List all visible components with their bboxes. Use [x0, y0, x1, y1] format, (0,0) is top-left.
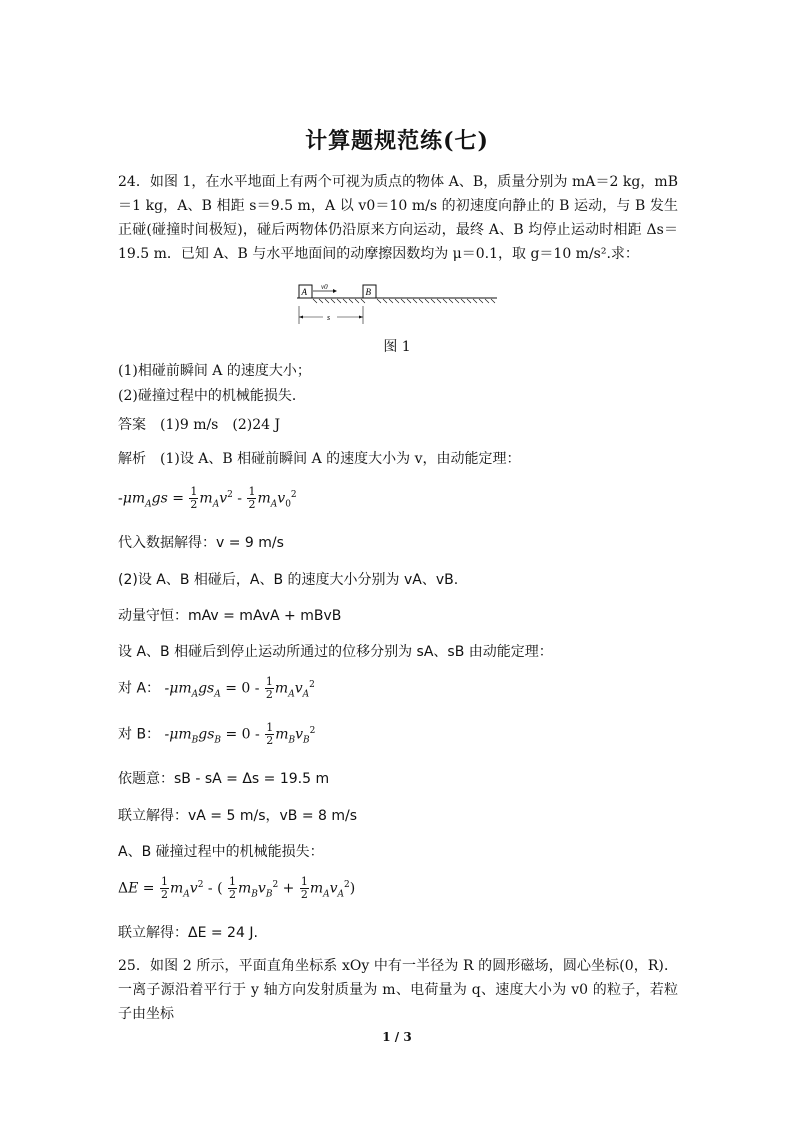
equation-energy-1: $-\mu m_Ags$ = $\frac{1}{2}$ $m_Av^2$ - $\frac{1}{2}$ $m_Av_0^2$	[118, 485, 297, 511]
page-title: 计算题规范练(七)	[305, 128, 489, 154]
analysis-intro: 解析 (1)设 A、B 相碰前瞬间 A 的速度大小为 v，由动能定理：	[118, 451, 521, 467]
displacement-setup: 设 A、B 相碰后到停止运动所通过的位移分别为 sA、sB 由动能定理：	[118, 644, 553, 660]
result-energy-loss: 联立解得：ΔE = 24 J.	[118, 925, 258, 941]
result-velocities: 联立解得：vA = 5 m/s，vB = 8 m/s	[118, 808, 358, 824]
sub-question-2: (2)碰撞过程中的机械能损失．	[118, 388, 306, 404]
equation-block-b: 对 B： $-\mu m_Bgs_B = 0$ - $\frac{1}{2}$ $m_Bv_B^2$	[118, 721, 316, 747]
page-number: 1 / 3	[382, 1030, 412, 1044]
sub-question-1: (1)相碰前瞬间 A 的速度大小；	[118, 363, 311, 379]
result-v: 代入数据解得：v = 9 m/s	[118, 535, 284, 551]
equation-block-a: 对 A： $-\mu m_Ags_A = 0$ - $\frac{1}{2}$ $m_Av_A^2$	[118, 675, 315, 701]
condition-delta-s: 依题意：sB - sA = Δs = 19.5 m	[118, 771, 330, 787]
figure-1-diagram	[297, 284, 497, 326]
block-a-label: A	[301, 287, 307, 297]
analysis-part-2: (2)设 A、B 相碰后，A、B 的速度大小分别为 vA、vB.	[118, 572, 459, 588]
question-24-stem: 24．如图 1，在水平地面上有两个可视为质点的物体 A、B，质量分别为 mA＝2 kg，mB＝1 kg，A、B 相距 s＝9.5 m，A 以 v0＝10 m/s 的初速度向静止的 B 运动，与 B 发生正碰(碰撞时间极短)，碰后两物体仍沿原来方向运动，最终 A、B 均停止运动时相距 Δs＝19.5 m．已知 A、B 与水平地面间的动摩擦因数均为 μ＝0.1，取 g＝10 m/s².求：	[118, 174, 678, 262]
momentum-equation: 动量守恒：mAv = mAvA + mBvB	[118, 608, 342, 624]
block-b-label: B	[365, 287, 371, 297]
energy-loss-intro: A、B 碰撞过程中的机械能损失：	[118, 844, 324, 860]
figure-caption: 图 1	[383, 339, 411, 355]
velocity-label: v0	[321, 284, 328, 291]
equation-energy-loss: ΔE = $\frac{1}{2}$ $m_Av^2$ - ( $\frac{1}{2}$ $m_Bv_B^2$ + $\frac{1}{2}$ $m_Av_A^2$)	[118, 875, 356, 901]
question-25-stem: 25．如图 2 所示，平面直角坐标系 xOy 中有一半径为 R 的圆形磁场，圆心坐标(0，R)．一离子源沿着平行于 y 轴方向发射质量为 m、电荷量为 q、速度大小为 v0 的粒子，若粒子由坐标	[118, 958, 678, 1022]
answer: 答案 (1)9 m/s (2)24 J	[118, 417, 281, 433]
distance-label: s	[327, 313, 331, 322]
